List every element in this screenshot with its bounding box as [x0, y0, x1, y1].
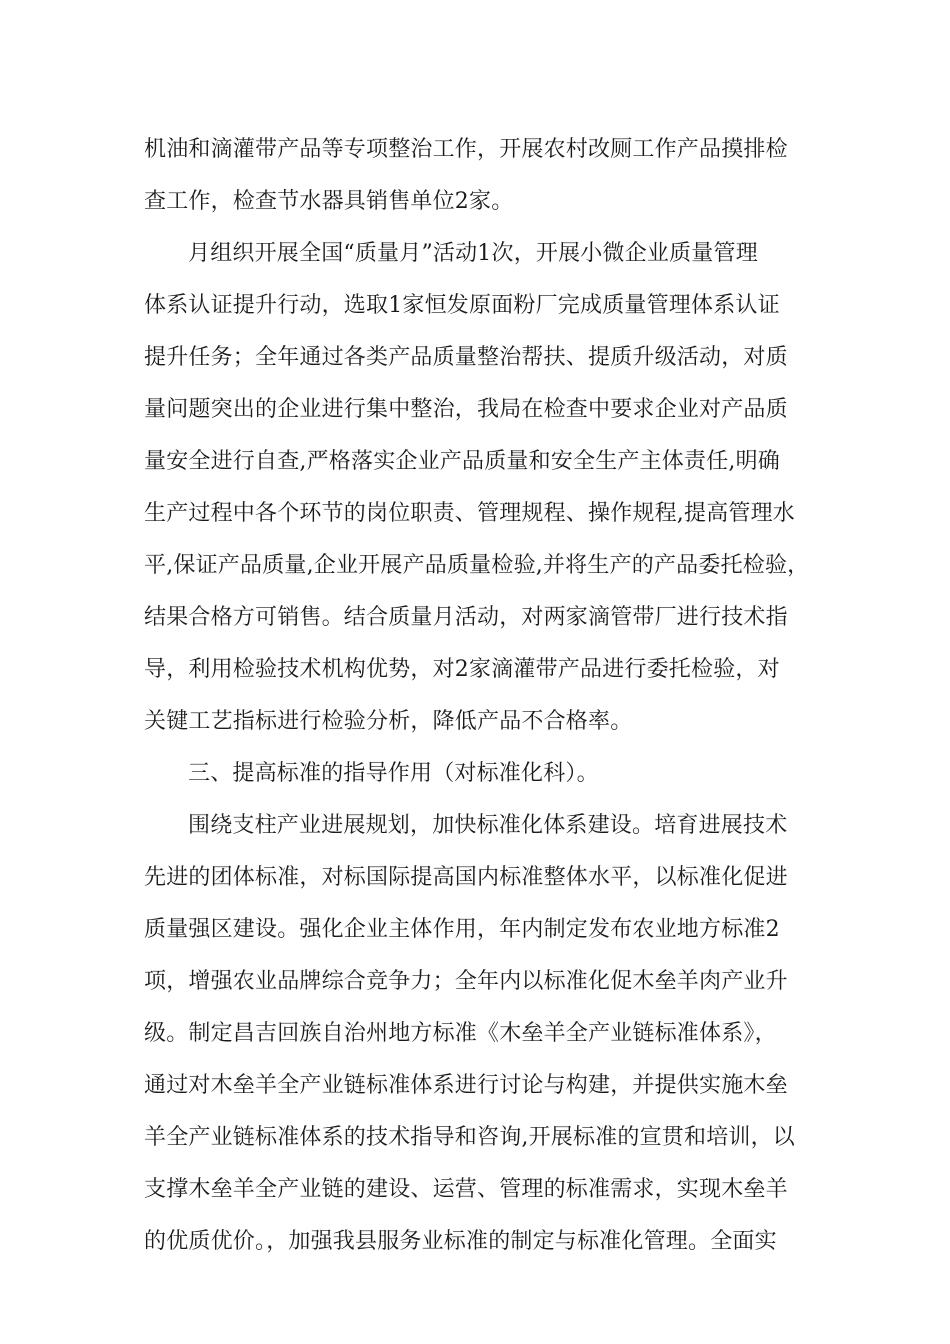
text-line: 生产过程中各个环节的岗位职责、管理规程、操作规程,提高管理水: [144, 501, 795, 526]
text-line: 关键工艺指标进行检验分析，降低产品不合格率。: [144, 709, 633, 734]
text-line: 羊全产业链标准体系的技术指导和咨询,开展标准的宣贯和培训，以: [144, 1125, 795, 1150]
text-line: 量安全进行自查,严格落实企业产品质量和安全生产主体责任,明确: [144, 449, 780, 474]
paragraph-start-line: 围绕支柱产业进展规划，加快标准化体系建设。培育进展技术: [188, 813, 788, 838]
text-line: 结果合格方可销售。结合质量月活动，对两家滴管带厂进行技术指: [144, 605, 788, 630]
text-line: 体系认证提升行动，选取1家恒发原面粉厂完成质量管理体系认证: [144, 293, 780, 318]
text-line: 通过对木垒羊全产业链标准体系进行讨论与构建，并提供实施木垒: [144, 1073, 788, 1098]
text-line: 支撑木垒羊全产业链的建设、运营、管理的标准需求，实现木垒羊: [144, 1177, 788, 1202]
paragraph-start-line: 月组织开展全国“质量月”活动1次，开展小微企业质量管理: [188, 241, 758, 266]
text-line: 项，增强农业品牌综合竞争力；全年内以标准化促木垒羊肉产业升: [144, 969, 788, 994]
text-line: 质量强区建设。强化企业主体作用，年内制定发布农业地方标准2: [144, 917, 780, 942]
body-text: [144, 124, 810, 1268]
text-line: 的优质优价。，加强我县服务业标准的制定与标准化管理。全面实: [144, 1229, 777, 1254]
text-line: 提升任务；全年通过各类产品质量整治帮扶、提质升级活动，对质: [144, 345, 788, 370]
text-line: 查工作，检查节水器具销售单位2家。: [144, 189, 514, 214]
section-heading: 三、提高标准的指导作用（对标准化科）。: [188, 761, 599, 786]
text-line: 量问题突出的企业进行集中整治，我局在检查中要求企业对产品质: [144, 397, 788, 422]
text-line: 平,保证产品质量,企业开展产品质量检验,并将生产的产品委托检验，: [144, 553, 810, 578]
text-line: 机油和滴灌带产品等专项整治工作，开展农村改厕工作产品摸排检: [144, 137, 788, 162]
text-line: 级。制定昌吉回族自治州地方标准《木垒羊全产业链标准体系》，: [144, 1021, 777, 1046]
text-line: 导，利用检验技术机构优势，对2家滴灌带产品进行委托检验，对: [144, 657, 780, 682]
text-line: 先进的团体标准，对标国际提高国内标准整体水平，以标准化促进: [144, 865, 788, 890]
